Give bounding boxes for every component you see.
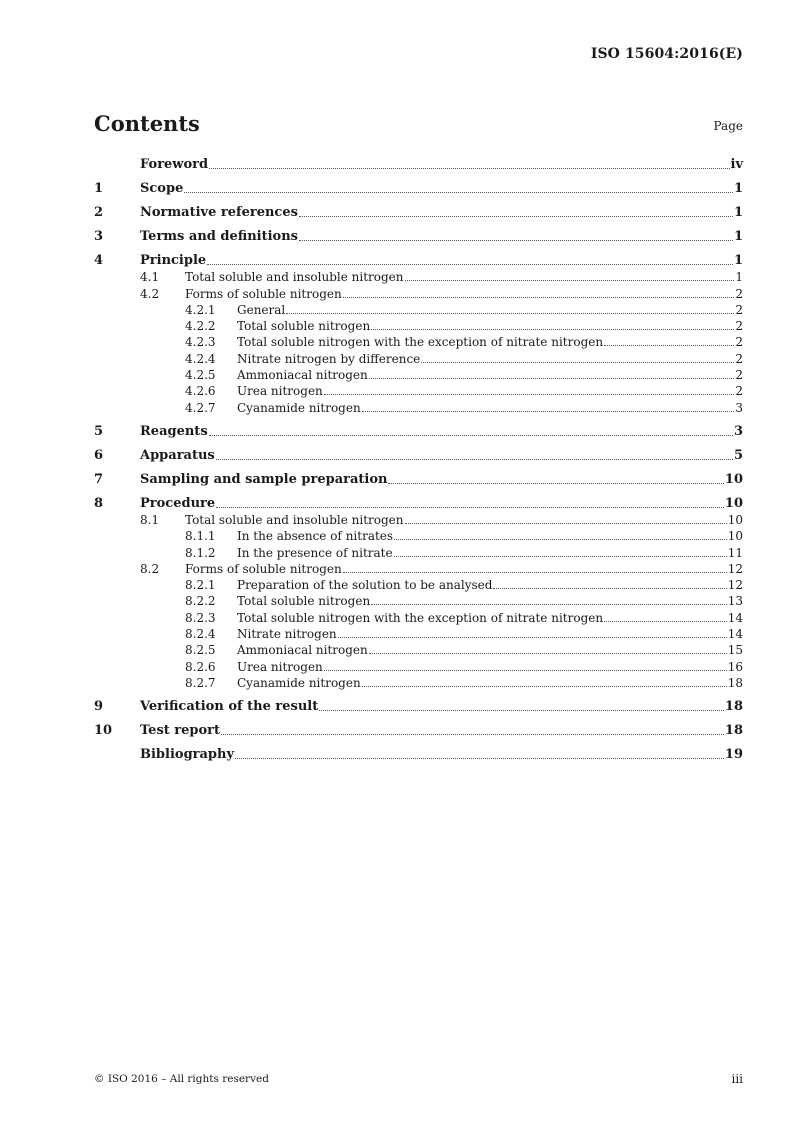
dot-leader bbox=[604, 345, 734, 346]
toc-entry-number: 8.2.2 bbox=[185, 594, 216, 609]
toc-entry-number: 8.2.6 bbox=[185, 659, 216, 674]
toc-entry-page: 2 bbox=[735, 368, 743, 383]
toc-entry-page: 16 bbox=[727, 659, 743, 674]
toc-entry-page: 2 bbox=[735, 351, 743, 366]
toc-entry-number: 8.2.3 bbox=[185, 610, 216, 625]
dot-leader bbox=[216, 459, 733, 460]
toc-entry-page: 2 bbox=[735, 286, 743, 301]
toc-entry[interactable] bbox=[94, 382, 743, 398]
toc-entry[interactable] bbox=[94, 744, 743, 762]
toc-entry[interactable] bbox=[94, 511, 743, 527]
dot-leader bbox=[421, 362, 734, 363]
toc-entry-page: 10 bbox=[724, 495, 743, 511]
dot-leader bbox=[299, 216, 733, 217]
dot-leader bbox=[405, 280, 735, 281]
toc-entry-number: 4.2.2 bbox=[185, 319, 216, 334]
dot-leader bbox=[299, 240, 733, 241]
toc-entry[interactable] bbox=[94, 284, 743, 300]
toc-entry-number: 7 bbox=[94, 471, 104, 487]
footer-page-number: iii bbox=[731, 1072, 743, 1086]
toc-entry-number: 4.2.1 bbox=[185, 302, 216, 317]
toc-entry-title[interactable]: Total soluble nitrogen bbox=[237, 594, 371, 609]
toc-entry-title[interactable]: Preparation of the solution to be analysed bbox=[237, 578, 493, 593]
table-of-contents bbox=[94, 154, 743, 762]
toc-entry-title[interactable]: Terms and definitions bbox=[140, 229, 298, 244]
toc-entry-number: 8.2.4 bbox=[185, 627, 216, 642]
toc-entry[interactable] bbox=[94, 641, 743, 657]
toc-entry-page: 19 bbox=[724, 746, 743, 762]
toc-entry-title[interactable]: Procedure bbox=[140, 495, 216, 511]
toc-entry-number: 3 bbox=[94, 229, 104, 244]
toc-entry[interactable] bbox=[94, 445, 743, 463]
toc-entry[interactable] bbox=[94, 527, 743, 543]
dot-leader bbox=[338, 637, 727, 638]
toc-entry[interactable] bbox=[94, 560, 743, 576]
toc-entry-title[interactable]: Normative references bbox=[140, 205, 298, 220]
toc-entry-title[interactable]: Total soluble nitrogen bbox=[237, 319, 371, 334]
toc-entry-title[interactable]: Total soluble and insoluble nitrogen bbox=[185, 270, 404, 285]
toc-entry-number: 10 bbox=[94, 722, 113, 738]
toc-entry-page: 10 bbox=[727, 512, 743, 527]
toc-entry-page: 10 bbox=[727, 529, 743, 544]
toc-entry-page: 2 bbox=[735, 302, 743, 317]
toc-entry-number: 6 bbox=[94, 447, 104, 463]
toc-entry-title[interactable]: Forms of soluble nitrogen bbox=[185, 286, 342, 301]
toc-entry-number: 8.2.7 bbox=[185, 675, 216, 690]
footer-copyright: © ISO 2016 – All rights reserved bbox=[94, 1073, 269, 1085]
toc-entry-number: 5 bbox=[94, 423, 104, 439]
dot-leader bbox=[405, 523, 727, 524]
toc-entry[interactable] bbox=[94, 674, 743, 690]
toc-entry-page: 1 bbox=[733, 205, 743, 220]
toc-entry-page: 12 bbox=[727, 578, 743, 593]
toc-entry[interactable] bbox=[94, 543, 743, 559]
toc-entry-page: 1 bbox=[735, 270, 743, 285]
toc-entry-page: 14 bbox=[727, 627, 743, 642]
toc-entry[interactable] bbox=[94, 469, 743, 487]
toc-entry[interactable] bbox=[94, 421, 743, 439]
toc-entry-page: 1 bbox=[733, 229, 743, 244]
toc-entry-title[interactable]: In the absence of nitrates bbox=[237, 529, 394, 544]
dot-leader bbox=[388, 483, 723, 484]
toc-entry-page: 11 bbox=[727, 545, 743, 560]
toc-entry[interactable] bbox=[94, 154, 743, 172]
dot-leader bbox=[286, 313, 734, 314]
toc-entry[interactable] bbox=[94, 301, 743, 317]
toc-entry-title[interactable]: Nitrate nitrogen by difference bbox=[237, 351, 421, 366]
toc-entry[interactable] bbox=[94, 250, 743, 268]
toc-entry-number: 1 bbox=[94, 181, 104, 196]
toc-entry[interactable] bbox=[94, 202, 743, 220]
toc-entry[interactable] bbox=[94, 576, 743, 592]
toc-entry-title[interactable]: Cyanamide nitrogen bbox=[237, 400, 361, 415]
toc-entry-title[interactable]: Apparatus bbox=[140, 447, 215, 463]
toc-entry-title[interactable]: Reagents bbox=[140, 423, 208, 439]
toc-entry-number: 4.2.4 bbox=[185, 351, 216, 366]
dot-leader bbox=[207, 264, 733, 265]
toc-entry[interactable] bbox=[94, 317, 743, 333]
toc-entry-page: 2 bbox=[735, 384, 743, 399]
toc-entry-title[interactable]: Total soluble nitrogen with the exception of nitrate nitrogen bbox=[237, 335, 604, 350]
dot-leader bbox=[324, 670, 727, 671]
toc-entry-title[interactable]: Urea nitrogen bbox=[237, 384, 323, 399]
dot-leader bbox=[604, 621, 727, 622]
dot-leader bbox=[493, 588, 726, 589]
dot-leader bbox=[235, 758, 724, 759]
toc-entry[interactable] bbox=[94, 657, 743, 673]
toc-entry-page: 14 bbox=[727, 610, 743, 625]
toc-entry-page: 18 bbox=[724, 722, 743, 738]
toc-entry[interactable] bbox=[94, 493, 743, 511]
toc-entry-number: 2 bbox=[94, 205, 104, 220]
dot-leader bbox=[216, 507, 724, 508]
toc-entry[interactable] bbox=[94, 349, 743, 365]
toc-entry-page: 15 bbox=[727, 643, 743, 658]
dot-leader bbox=[371, 329, 734, 330]
toc-entry[interactable] bbox=[94, 398, 743, 414]
toc-entry-page: 3 bbox=[735, 400, 743, 415]
toc-entry-page: iv bbox=[730, 157, 743, 172]
toc-entry-title[interactable]: Total soluble nitrogen with the exception of nitrate nitrogen bbox=[237, 610, 604, 625]
toc-entry-page: 5 bbox=[733, 447, 743, 463]
toc-entry-title[interactable]: Test report bbox=[140, 722, 221, 738]
toc-entry-title[interactable]: Ammoniacal nitrogen bbox=[237, 643, 368, 658]
toc-entry-page: 12 bbox=[727, 561, 743, 576]
toc-entry-number: 4 bbox=[94, 253, 104, 268]
toc-entry-number: 8.1.1 bbox=[185, 529, 216, 544]
toc-entry[interactable] bbox=[94, 268, 743, 284]
toc-entry-title[interactable]: Principle bbox=[140, 253, 207, 268]
toc-entry-page: 13 bbox=[727, 594, 743, 609]
dot-leader bbox=[343, 572, 727, 573]
toc-entry[interactable] bbox=[94, 625, 743, 641]
toc-entry-number: 8.1.2 bbox=[185, 545, 216, 560]
toc-entry-page: 2 bbox=[735, 335, 743, 350]
toc-entry-title[interactable]: In the presence of nitrate bbox=[237, 545, 393, 560]
page-column-label: Page bbox=[713, 119, 743, 133]
dot-leader bbox=[319, 710, 724, 711]
toc-entry-page: 18 bbox=[727, 675, 743, 690]
dot-leader bbox=[184, 192, 733, 193]
toc-entry-title[interactable]: Verification of the result bbox=[140, 698, 319, 714]
dot-leader bbox=[369, 653, 727, 654]
toc-entry[interactable] bbox=[94, 696, 743, 714]
toc-entry-title[interactable]: Sampling and sample preparation bbox=[140, 471, 388, 487]
toc-entry-page: 1 bbox=[733, 181, 743, 196]
toc-entry[interactable] bbox=[94, 333, 743, 349]
dot-leader bbox=[362, 411, 735, 412]
dot-leader bbox=[343, 297, 735, 298]
dot-leader bbox=[369, 378, 735, 379]
dot-leader bbox=[221, 734, 724, 735]
toc-entry-number: 4.1 bbox=[140, 270, 160, 285]
dot-leader bbox=[362, 686, 727, 687]
toc-entry-number: 4.2.3 bbox=[185, 335, 216, 350]
toc-entry-number: 4.2.7 bbox=[185, 400, 216, 415]
toc-entry-title[interactable]: Total soluble and insoluble nitrogen bbox=[185, 512, 404, 527]
toc-entry-title[interactable]: Forms of soluble nitrogen bbox=[185, 561, 342, 576]
toc-entry[interactable] bbox=[94, 178, 743, 196]
toc-entry-number: 8.2 bbox=[140, 561, 160, 576]
toc-entry-page: 10 bbox=[724, 471, 743, 487]
dot-leader bbox=[394, 556, 727, 557]
contents-title: Contents bbox=[94, 111, 200, 136]
toc-entry-title[interactable]: Nitrate nitrogen bbox=[237, 627, 337, 642]
toc-entry[interactable] bbox=[94, 608, 743, 624]
dot-leader bbox=[209, 435, 733, 436]
toc-entry-number: 9 bbox=[94, 698, 104, 714]
toc-entry-title[interactable]: General bbox=[237, 302, 286, 317]
toc-entry[interactable] bbox=[94, 226, 743, 244]
toc-entry-title[interactable]: Bibliography bbox=[140, 746, 235, 762]
toc-entry-title[interactable]: Ammoniacal nitrogen bbox=[237, 368, 368, 383]
toc-entry-page: 2 bbox=[735, 319, 743, 334]
toc-entry-number: 4.2.5 bbox=[185, 368, 216, 383]
toc-entry[interactable] bbox=[94, 720, 743, 738]
toc-entry[interactable] bbox=[94, 366, 743, 382]
toc-entry-number: 8.2.5 bbox=[185, 643, 216, 658]
standard-reference: ISO 15604:2016(E) bbox=[590, 46, 743, 62]
dot-leader bbox=[394, 539, 727, 540]
dot-leader bbox=[371, 604, 727, 605]
toc-entry-number: 4.2.6 bbox=[185, 384, 216, 399]
toc-entry-title[interactable]: Cyanamide nitrogen bbox=[237, 675, 361, 690]
toc-entry[interactable] bbox=[94, 592, 743, 608]
toc-entry-title[interactable]: Foreword bbox=[140, 157, 209, 172]
toc-entry-number: 8.2.1 bbox=[185, 578, 216, 593]
toc-entry-number: 8.1 bbox=[140, 512, 160, 527]
toc-entry-number: 4.2 bbox=[140, 286, 160, 301]
toc-entry-number: 8 bbox=[94, 495, 104, 511]
toc-entry-title[interactable]: Urea nitrogen bbox=[237, 659, 323, 674]
dot-leader bbox=[209, 168, 729, 169]
toc-entry-page: 1 bbox=[733, 253, 743, 268]
toc-entry-page: 3 bbox=[733, 423, 743, 439]
toc-entry-title[interactable]: Scope bbox=[140, 181, 184, 196]
toc-entry-page: 18 bbox=[724, 698, 743, 714]
dot-leader bbox=[324, 394, 735, 395]
